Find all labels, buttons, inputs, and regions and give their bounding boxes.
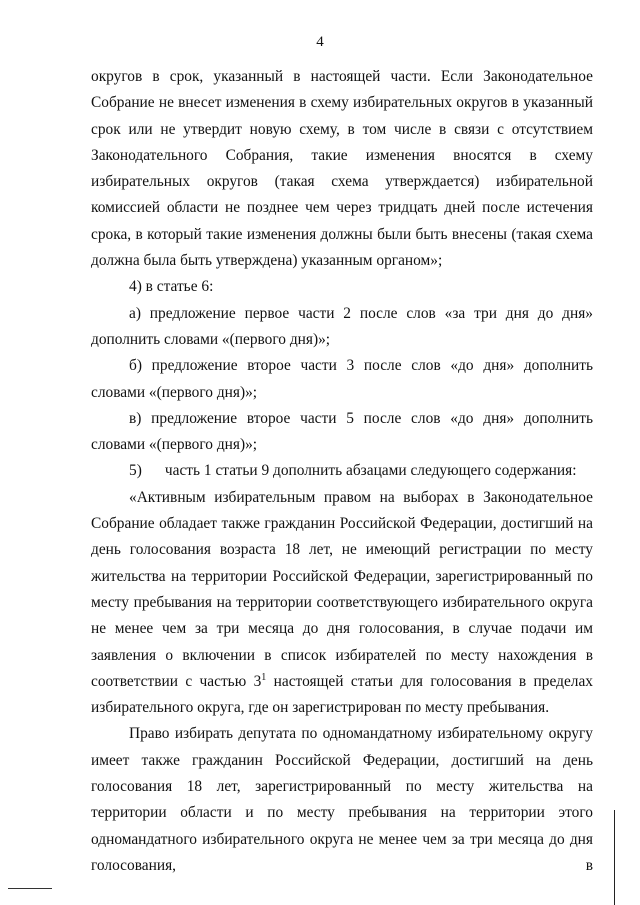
document-body (91, 64, 593, 879)
paragraph-item-4a: а) предложение первое части 2 после слов «за три дня до дня» дополнить словами «(первого дня)»; (91, 304, 593, 348)
paragraph-item-4c: в) предложение второе части 5 после слов «до дня» дополнить словами «(первого дня)»; (91, 409, 593, 454)
paragraph-single-mandate: Право избирать депутата по одномандатному избирательному округу имеет также гражданин Российской Федерации, достигший на день голосования 18 лет, зарегистрированный по месту жительства на территории области и по месту пребывания на территории этого одномандатного избирательного округа не менее чем за три месяца до дня голосования, в (91, 725, 593, 874)
paragraph-active-right (91, 485, 593, 722)
paragraph-item-4b: б) предложение второе части 3 после слов «до дня» дополнить словами «(первого дня)»; (91, 357, 593, 401)
paragraph-item-5: 5) часть 1 статьи 9 дополнить абзацами следующего содержания: (129, 462, 577, 480)
paragraph-active-right-text-end: настоящей статьи для голосования в пределах избирательного округа, где он зарегистрирован по месту пребывания. (91, 672, 593, 717)
paragraph-active-right-text: «Активным избирательным правом на выборах в Законодательное Собрание обладает также гражданин Российской Федерации, достигший на день голосования возраста 18 лет, не имеющий регистрации по месту жительства на территории Российской Федерации, зарегистрированный по месту пребывания на территории соответствующего избирательного округа не менее чем за три месяца до дня голосования, в случае подачи им заявления о включении в список избирателей по месту нахождения в соответствии с частью 3 (91, 488, 593, 690)
scan-edge-line (614, 810, 615, 905)
page-number: 4 (316, 34, 324, 50)
paragraph-1: округов в срок, указанный в настоящей части. Если Законодательное Собрание не внесет изменения в схему избирательных округов в указанный срок или не утвердит новую схему, в том числе в связи с отсутствием Законодательного Собрания, такие изменения вносятся в схему избирательных округов (такая схема утверждается) избирательной комиссией области не позднее чем через тридцать дней после истечения срока, в который такие изменения должны были быть внесены (такая схема должна была быть утверждена) указанным органом»; (91, 68, 593, 270)
footer-rule (8, 888, 52, 889)
paragraph-item-4: 4) в статье 6: (129, 278, 214, 296)
superscript-one: 1 (261, 671, 267, 683)
